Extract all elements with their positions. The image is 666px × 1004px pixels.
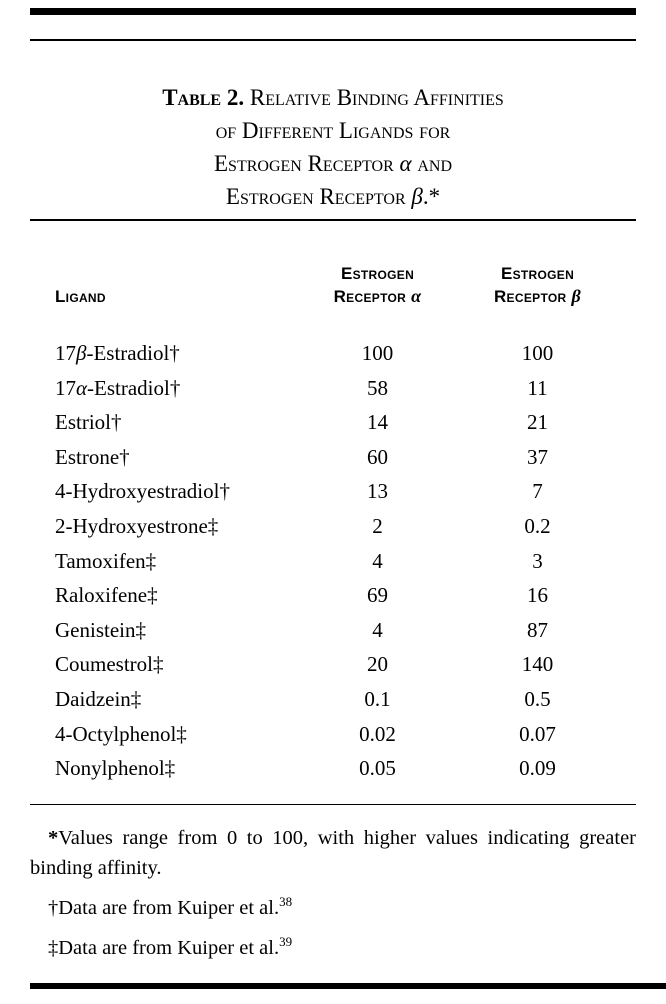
ligand-cell: Daidzein‡ [55, 686, 142, 711]
footnote-dagger [30, 893, 636, 923]
alpha-value-cell: 0.02 [359, 721, 396, 746]
alpha-value-cell: 4 [372, 617, 383, 642]
ligand-cell: Coumestrol‡ [55, 652, 164, 677]
alpha-value-cell: 14 [367, 410, 388, 435]
table-row [30, 613, 636, 648]
ligand-cell: Nonylphenol‡ [55, 756, 176, 781]
title-line4-suffix: .* [422, 184, 441, 209]
alpha-value-cell: 69 [367, 583, 388, 608]
title-line-1 [30, 81, 636, 114]
table-row [30, 405, 636, 440]
beta-value-cell: 140 [521, 652, 554, 677]
title-line4-text: Estrogen Receptor [225, 184, 412, 209]
column-header-er-beta [455, 263, 620, 308]
alpha-value-cell: 20 [367, 652, 388, 677]
footnote-asterisk-text: Values range from 0 to 100, with higher values indicating greater binding affinity. [30, 827, 636, 880]
table-row [30, 647, 636, 682]
beta-value-cell: 21 [527, 410, 548, 435]
reference-38: 38 [279, 894, 293, 910]
ligand-cell: Estriol† [55, 410, 122, 435]
title-line1-text: Relative Binding Affinities [249, 85, 504, 110]
alpha-value-cell: 4 [372, 548, 383, 573]
alpha-value-cell: 0.1 [364, 686, 391, 711]
footnote-double-dagger [30, 933, 636, 963]
ligand-cell: 17β-Estradiol† [55, 341, 180, 365]
title-line-3 [30, 147, 636, 180]
alpha-value-cell: 0.05 [359, 756, 396, 781]
er-beta-receptor-label: Receptor [493, 287, 572, 306]
ligand-cell: Raloxifene‡ [55, 583, 158, 608]
beta-value-cell: 0.07 [519, 721, 556, 746]
beta-value-cell: 0.5 [524, 686, 551, 711]
beta-value-cell: 7 [532, 479, 543, 504]
er-beta-header-line2 [455, 285, 620, 308]
table-header-row [30, 263, 636, 308]
table-row [30, 440, 636, 475]
alpha-symbol: α [399, 151, 412, 176]
title-line3-text: Estrogen Receptor [214, 151, 400, 176]
er-beta-header-line1: Estrogen [500, 264, 575, 283]
asterisk-marker: * [48, 827, 59, 850]
double-dagger-marker: ‡ [48, 937, 59, 960]
alpha-symbol: α [411, 286, 422, 306]
ligand-cell: 2-Hydroxyestrone‡ [55, 513, 219, 538]
top-heavy-rule [30, 8, 636, 15]
alpha-value-cell: 13 [367, 479, 388, 504]
dagger-marker: † [48, 897, 59, 920]
beta-value-cell: 0.2 [524, 513, 551, 538]
beta-value-cell: 16 [527, 583, 548, 608]
alpha-value-cell: 2 [372, 513, 383, 538]
alpha-value-cell: 60 [367, 444, 388, 469]
ligand-cell: 4-Octylphenol‡ [55, 721, 187, 746]
table-row [30, 717, 636, 752]
table-row [30, 474, 636, 509]
top-thin-rule [30, 39, 636, 41]
er-alpha-header-line1: Estrogen [340, 264, 415, 283]
title-separator-rule [30, 219, 636, 221]
title-table-label: Table 2. [162, 85, 250, 110]
beta-value-cell: 37 [527, 444, 548, 469]
body-footnote-separator-rule [30, 804, 636, 806]
table-row [30, 371, 636, 406]
table-title [30, 81, 636, 213]
table-row [30, 682, 636, 717]
ligand-cell: Estrone† [55, 444, 130, 469]
table-row [30, 336, 636, 371]
er-alpha-header-line2 [300, 285, 455, 308]
footnote-double-dagger-text: Data are from Kuiper et al. [58, 937, 280, 960]
ligand-cell: 4-Hydroxyestradiol† [55, 479, 230, 504]
table-row [30, 751, 636, 786]
beta-value-cell: 0.09 [519, 756, 556, 781]
beta-value-cell: 11 [527, 375, 548, 400]
er-alpha-receptor-label: Receptor [333, 287, 412, 306]
beta-value-cell: 3 [532, 548, 543, 573]
title-line3-suffix: and [411, 151, 452, 176]
column-header-er-alpha [300, 263, 455, 308]
table-row [30, 578, 636, 613]
table-row [30, 509, 636, 544]
footnotes [30, 823, 636, 963]
table-row [30, 544, 636, 579]
alpha-value-cell: 58 [367, 375, 388, 400]
title-line-4 [30, 180, 636, 213]
reference-39: 39 [279, 934, 293, 950]
footnote-asterisk [30, 823, 636, 883]
footnote-dagger-text: Data are from Kuiper et al. [58, 897, 280, 920]
column-header-ligand: Ligand [55, 287, 106, 306]
alpha-value-cell: 100 [361, 341, 394, 365]
beta-symbol: β [411, 184, 423, 209]
beta-symbol: β [571, 286, 582, 306]
beta-value-cell: 100 [521, 341, 554, 365]
ligand-cell: Genistein‡ [55, 617, 146, 642]
table-body [30, 336, 636, 786]
ligand-cell: 17α-Estradiol† [55, 375, 181, 400]
title-line-2: of Different Ligands for [215, 118, 451, 143]
ligand-cell: Tamoxifen‡ [55, 548, 157, 573]
beta-value-cell: 87 [527, 617, 548, 642]
bottom-heavy-rule [30, 983, 666, 989]
